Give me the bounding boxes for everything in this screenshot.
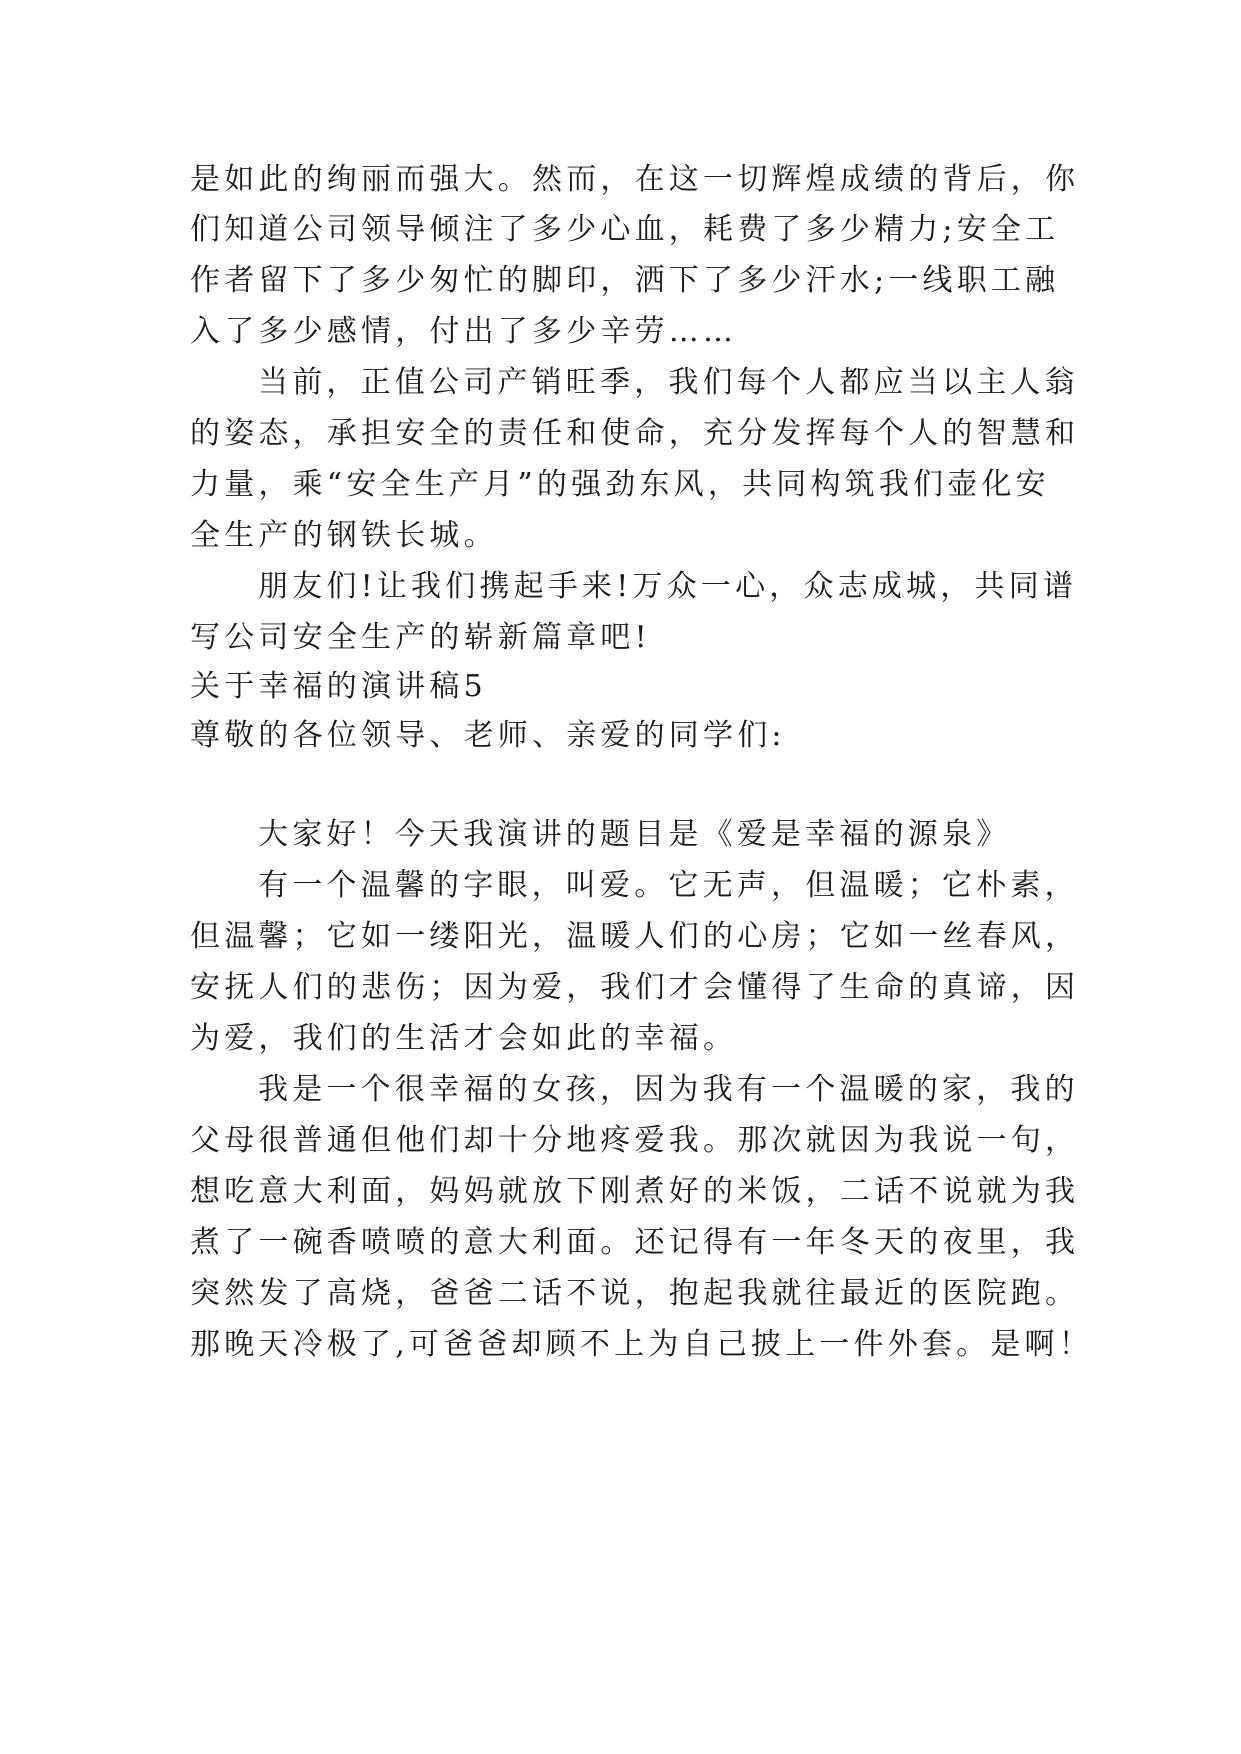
paragraph-line: 突然发了高烧，爸爸二话不说，抱起我就往最近的医院跑。 <box>190 1276 1080 1311</box>
paragraph-line: 全生产的钢铁长城。 <box>190 518 498 553</box>
paragraph-line: 想吃意大利面，妈妈就放下刚煮好的米饭，二话不说就为我 <box>190 1174 1080 1209</box>
paragraph-line: 我是一个很幸福的女孩，因为我有一个温暖的家，我的 <box>258 1072 1079 1107</box>
paragraph-line: 朋友们!让我们携起手来!万众一心，众志成城，共同谱 <box>258 569 1078 604</box>
paragraph-line: 为爱，我们的生活才会如此的幸福。 <box>190 1021 738 1056</box>
section-title: 关于幸福的演讲稿5 <box>190 669 487 704</box>
paragraph-line: 写公司安全生产的崭新篇章吧! <box>190 620 651 655</box>
paragraph-line: 的姿态，承担安全的责任和使命，充分发挥每个人的智慧和 <box>190 416 1080 451</box>
paragraph-line: 作者留下了多少匆忙的脚印，洒下了多少汗水;一线职工融 <box>190 263 1060 298</box>
paragraph-line: 入了多少感情，付出了多少辛劳…… <box>190 314 738 349</box>
salutation: 尊敬的各位领导、老师、亲爱的同学们: <box>190 718 786 753</box>
paragraph-line: 安抚人们的悲伤；因为爱，我们才会懂得了生命的真谛，因 <box>190 970 1080 1005</box>
paragraph-line: 当前，正值公司产销旺季，我们每个人都应当以主人翁 <box>258 365 1079 400</box>
paragraph-line: 力量，乘“安全生产月”的强劲东风，共同构筑我们壶化安 <box>190 467 1050 502</box>
paragraph-line: 是如此的绚丽而强大。然而，在这一切辉煌成绩的背后，你 <box>190 162 1080 197</box>
paragraph-line: 父母很普通但他们却十分地疼爱我。那次就因为我说一句， <box>190 1123 1080 1158</box>
paragraph-line: 有一个温馨的字眼，叫爱。它无声，但温暖；它朴素， <box>258 868 1079 903</box>
paragraph-line: 那晚天冷极了,可爸爸却顾不上为自己披上一件外套。是啊！ <box>190 1327 1093 1362</box>
paragraph-line: 煮了一碗香喷喷的意大利面。还记得有一年冬天的夜里，我 <box>190 1225 1080 1260</box>
paragraph-line: 但温馨；它如一缕阳光，温暖人们的心房；它如一丝春风， <box>190 919 1080 954</box>
paragraph-line: 们知道公司领导倾注了多少心血，耗费了多少精力;安全工 <box>190 212 1060 247</box>
paragraph-line: 大家好！今天我演讲的题目是《爱是幸福的源泉》 <box>258 817 1011 852</box>
